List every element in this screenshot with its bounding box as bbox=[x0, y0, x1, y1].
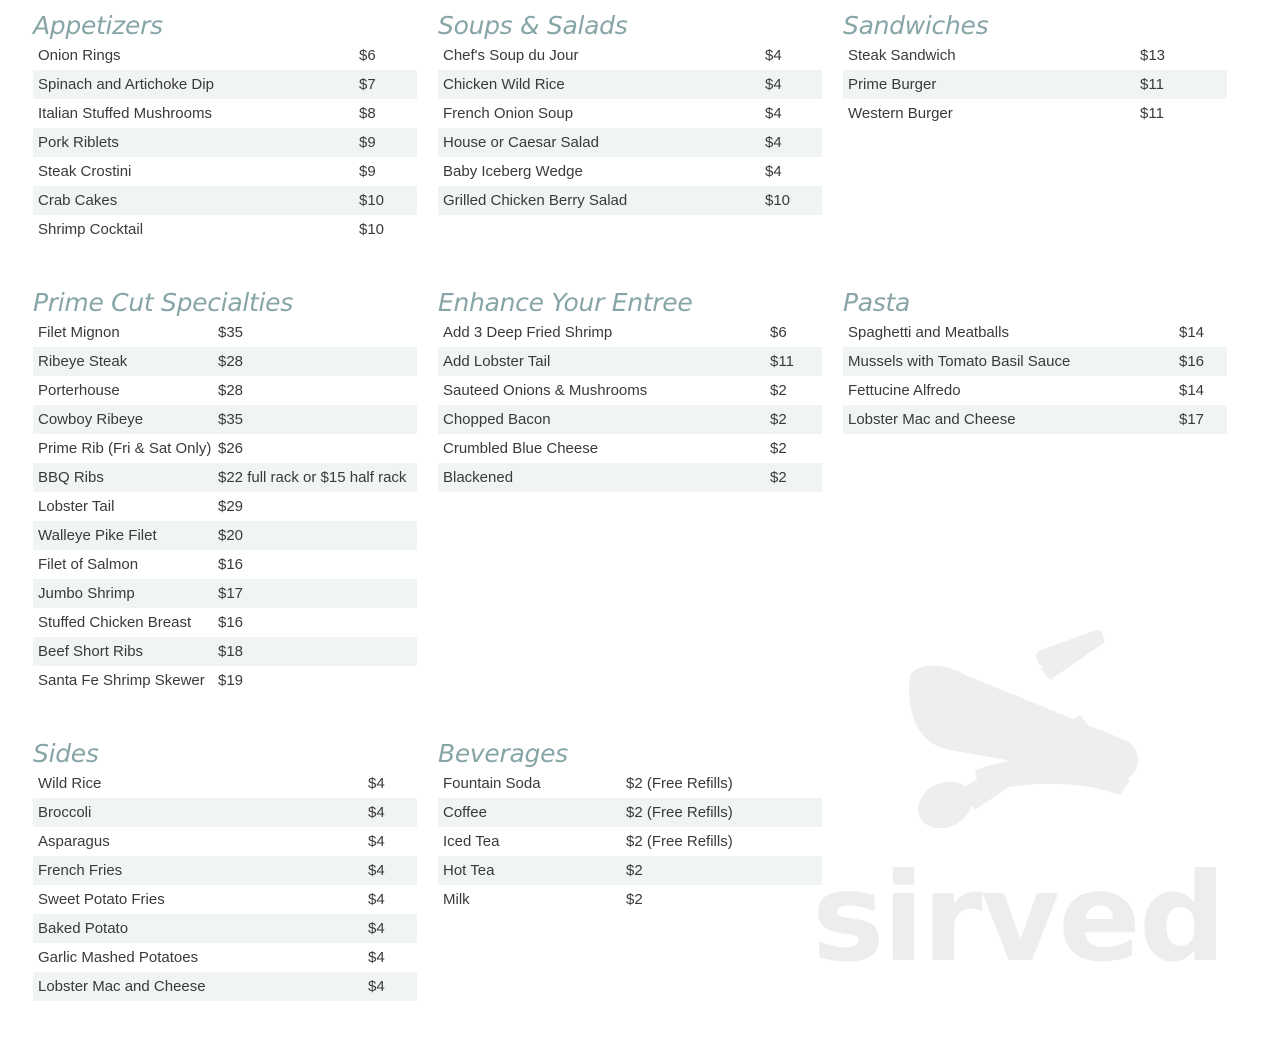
menu-item-price: $22 full rack or $15 half rack bbox=[218, 469, 407, 486]
menu-item-row bbox=[438, 70, 822, 99]
menu-item-name: Italian Stuffed Mushrooms bbox=[38, 105, 212, 122]
menu-item-row bbox=[33, 666, 417, 695]
menu-item-price: $6 bbox=[770, 324, 787, 341]
menu-item-row bbox=[33, 157, 417, 186]
menu-item-name: French Onion Soup bbox=[443, 105, 574, 122]
menu-item-name: Baby Iceberg Wedge bbox=[443, 163, 583, 180]
menu-item-price: $2 bbox=[770, 411, 787, 428]
menu-item-row bbox=[438, 769, 822, 798]
menu-item-row bbox=[33, 608, 417, 637]
menu-item-price: $4 bbox=[368, 775, 385, 792]
menu-item-price: $2 bbox=[770, 469, 787, 486]
menu-item-row bbox=[33, 637, 417, 666]
menu-item-row bbox=[33, 798, 417, 827]
menu-item-name: Santa Fe Shrimp Skewer bbox=[38, 672, 205, 689]
menu-item-price: $6 bbox=[359, 47, 376, 64]
menu-item-row bbox=[843, 70, 1227, 99]
menu-item-price: $8 bbox=[359, 105, 376, 122]
menu-item-price: $4 bbox=[368, 891, 385, 908]
menu-item-name: Spaghetti and Meatballs bbox=[848, 324, 1009, 341]
section-soups-salads bbox=[438, 11, 822, 215]
menu-item-price: $28 bbox=[218, 353, 244, 370]
menu-item-price: $16 bbox=[218, 614, 244, 631]
menu-item-row bbox=[33, 347, 417, 376]
section-title: Beverages bbox=[438, 739, 568, 768]
menu-item-row bbox=[33, 827, 417, 856]
menu-item-row bbox=[438, 798, 822, 827]
menu-item-price: $4 bbox=[765, 47, 782, 64]
section-title: Prime Cut Specialties bbox=[33, 288, 293, 317]
menu-item-name: Beef Short Ribs bbox=[38, 643, 144, 660]
menu-item-row bbox=[33, 463, 417, 492]
menu-item-price: $2 bbox=[626, 862, 643, 879]
section-title: Soups & Salads bbox=[438, 11, 628, 40]
menu-item-price: $2 bbox=[626, 891, 643, 908]
menu-item-row bbox=[33, 972, 417, 1001]
menu-item-price: $4 bbox=[368, 862, 385, 879]
menu-item-row bbox=[33, 186, 417, 215]
menu-item-row bbox=[33, 885, 417, 914]
menu-item-name: Fountain Soda bbox=[443, 775, 541, 792]
menu-item-row bbox=[438, 376, 822, 405]
menu-item-price: $4 bbox=[368, 949, 385, 966]
menu-item-name: Fettucine Alfredo bbox=[848, 382, 961, 399]
menu-item-price: $16 bbox=[1179, 353, 1205, 370]
menu-item-row bbox=[33, 769, 417, 798]
menu-item-row bbox=[843, 99, 1227, 128]
menu-item-price: $4 bbox=[765, 134, 782, 151]
menu-item-price: $19 bbox=[218, 672, 244, 689]
watermark-wordmark: sirved bbox=[812, 847, 1225, 980]
menu-item-name: Pork Riblets bbox=[38, 134, 119, 151]
menu-item-row bbox=[33, 405, 417, 434]
menu-item-row bbox=[438, 856, 822, 885]
menu-item-name: Filet Mignon bbox=[38, 324, 120, 341]
menu-item-name: Ribeye Steak bbox=[38, 353, 128, 370]
menu-item-name: Filet of Salmon bbox=[38, 556, 139, 573]
menu-item-row bbox=[843, 376, 1227, 405]
menu-item-list bbox=[438, 769, 822, 914]
menu-item-name: Lobster Tail bbox=[38, 498, 115, 515]
section-title: Sandwiches bbox=[843, 11, 989, 40]
menu-item-price: $16 bbox=[218, 556, 244, 573]
menu-item-name: Chicken Wild Rice bbox=[443, 76, 565, 93]
menu-item-price: $14 bbox=[1179, 324, 1205, 341]
menu-item-name: Stuffed Chicken Breast bbox=[38, 614, 192, 631]
menu-item-name: Garlic Mashed Potatoes bbox=[38, 949, 199, 966]
menu-item-price: $20 bbox=[218, 527, 244, 544]
section-title: Pasta bbox=[843, 288, 911, 317]
section-enhance-your-entree bbox=[438, 288, 822, 492]
menu-item-list bbox=[843, 41, 1227, 128]
menu-item-price: $35 bbox=[218, 411, 244, 428]
menu-item-name: Onion Rings bbox=[38, 47, 121, 64]
section-title: Appetizers bbox=[33, 11, 163, 40]
menu-item-price: $2 bbox=[770, 440, 787, 457]
menu-item-row bbox=[33, 521, 417, 550]
menu-item-name: Jumbo Shrimp bbox=[38, 585, 135, 602]
menu-item-name: Add Lobster Tail bbox=[443, 353, 551, 370]
menu-item-row bbox=[843, 347, 1227, 376]
menu-item-name: Lobster Mac and Cheese bbox=[38, 978, 206, 995]
menu-item-name: Coffee bbox=[443, 804, 487, 821]
menu-item-row bbox=[33, 492, 417, 521]
menu-item-name: Prime Burger bbox=[848, 76, 937, 93]
menu-item-name: Shrimp Cocktail bbox=[38, 221, 144, 238]
menu-item-price: $14 bbox=[1179, 382, 1205, 399]
menu-item-row bbox=[33, 550, 417, 579]
menu-item-name: Spinach and Artichoke Dip bbox=[38, 76, 214, 93]
menu-item-row bbox=[33, 579, 417, 608]
menu-item-row bbox=[438, 463, 822, 492]
menu-item-price: $4 bbox=[368, 804, 385, 821]
menu-item-name: Cowboy Ribeye bbox=[38, 411, 144, 428]
menu-item-name: French Fries bbox=[38, 862, 123, 879]
menu-item-row bbox=[33, 856, 417, 885]
menu-item-price: $9 bbox=[359, 163, 376, 180]
menu-item-name: Sweet Potato Fries bbox=[38, 891, 165, 908]
menu-item-list bbox=[33, 769, 417, 1001]
menu-item-name: BBQ Ribs bbox=[38, 469, 104, 486]
menu-item-name: Western Burger bbox=[848, 105, 953, 122]
menu-item-price: $11 bbox=[1140, 105, 1164, 122]
menu-item-price: $4 bbox=[368, 920, 385, 937]
menu-item-name: Walleye Pike Filet bbox=[38, 527, 157, 544]
menu-item-name: Steak Sandwich bbox=[848, 47, 956, 64]
menu-item-row bbox=[33, 376, 417, 405]
menu-item-name: Porterhouse bbox=[38, 382, 120, 399]
menu-item-price: $13 bbox=[1140, 47, 1166, 64]
menu-item-row bbox=[438, 41, 822, 70]
menu-item-price: $4 bbox=[765, 76, 782, 93]
menu-item-name: Iced Tea bbox=[443, 833, 500, 850]
menu-item-row bbox=[438, 128, 822, 157]
menu-item-name: Hot Tea bbox=[443, 862, 495, 879]
menu-item-price: $18 bbox=[218, 643, 244, 660]
menu-item-name: Wild Rice bbox=[38, 775, 102, 792]
menu-item-price: $9 bbox=[359, 134, 376, 151]
menu-item-list bbox=[33, 41, 417, 244]
menu-item-row bbox=[438, 434, 822, 463]
menu-item-row bbox=[438, 157, 822, 186]
menu-item-row bbox=[33, 99, 417, 128]
menu-item-row bbox=[438, 885, 822, 914]
menu-item-row bbox=[33, 128, 417, 157]
menu-item-row bbox=[33, 943, 417, 972]
menu-item-price: $35 bbox=[218, 324, 244, 341]
menu-item-price: $4 bbox=[368, 833, 385, 850]
menu-item-price: $2 (Free Refills) bbox=[626, 804, 733, 821]
section-title: Enhance Your Entree bbox=[438, 288, 693, 317]
menu-item-name: Add 3 Deep Fried Shrimp bbox=[443, 324, 613, 341]
menu-item-price: $28 bbox=[218, 382, 244, 399]
menu-item-row bbox=[438, 405, 822, 434]
menu-item-price: $11 bbox=[1140, 76, 1164, 93]
menu-item-name: Asparagus bbox=[38, 833, 110, 850]
menu-item-name: Blackened bbox=[443, 469, 514, 486]
section-sides bbox=[33, 739, 417, 1001]
menu-item-name: Chef's Soup du Jour bbox=[443, 47, 579, 64]
menu-item-price: $10 bbox=[765, 192, 791, 209]
menu-item-name: Chopped Bacon bbox=[443, 411, 551, 428]
menu-item-row bbox=[843, 405, 1227, 434]
menu-item-name: Crab Cakes bbox=[38, 192, 118, 209]
menu-item-price: $29 bbox=[218, 498, 244, 515]
menu-item-row bbox=[33, 41, 417, 70]
menu-item-price: $17 bbox=[1179, 411, 1205, 428]
menu-item-price: $2 (Free Refills) bbox=[626, 775, 733, 792]
section-beverages bbox=[438, 739, 822, 914]
menu-item-list bbox=[438, 318, 822, 492]
menu-item-name: Milk bbox=[443, 891, 470, 908]
menu-item-name: Steak Crostini bbox=[38, 163, 132, 180]
menu-item-row bbox=[33, 318, 417, 347]
menu-item-price: $10 bbox=[359, 221, 385, 238]
menu-item-name: House or Caesar Salad bbox=[443, 134, 599, 151]
menu-item-price: $4 bbox=[765, 163, 782, 180]
menu-item-price: $11 bbox=[770, 353, 794, 370]
menu-item-name: Prime Rib (Fri & Sat Only) bbox=[38, 440, 212, 457]
menu-item-name: Broccoli bbox=[38, 804, 92, 821]
menu-item-name: Baked Potato bbox=[38, 920, 129, 937]
menu-item-list bbox=[843, 318, 1227, 434]
menu-item-row bbox=[438, 186, 822, 215]
menu-item-price: $26 bbox=[218, 440, 244, 457]
menu-item-price: $4 bbox=[368, 978, 385, 995]
menu-item-name: Mussels with Tomato Basil Sauce bbox=[848, 353, 1071, 370]
menu-item-row bbox=[438, 318, 822, 347]
section-sandwiches bbox=[843, 11, 1227, 128]
menu-item-row bbox=[33, 914, 417, 943]
menu-item-name: Lobster Mac and Cheese bbox=[848, 411, 1016, 428]
menu-item-list bbox=[438, 41, 822, 215]
section-title: Sides bbox=[33, 739, 99, 768]
menu-item-price: $2 bbox=[770, 382, 787, 399]
menu-item-row bbox=[438, 99, 822, 128]
menu-item-price: $7 bbox=[359, 76, 376, 93]
menu-item-row bbox=[438, 827, 822, 856]
menu-item-name: Sauteed Onions & Mushrooms bbox=[443, 382, 648, 399]
menu-item-row bbox=[843, 318, 1227, 347]
menu-item-row bbox=[843, 41, 1227, 70]
menu-item-name: Crumbled Blue Cheese bbox=[443, 440, 599, 457]
menu-item-name: Grilled Chicken Berry Salad bbox=[443, 192, 628, 209]
menu-item-price: $10 bbox=[359, 192, 385, 209]
section-appetizers bbox=[33, 11, 417, 244]
section-prime-cut-specialties bbox=[33, 288, 417, 695]
menu-item-row bbox=[33, 215, 417, 244]
menu-item-row bbox=[33, 434, 417, 463]
menu-item-row bbox=[33, 70, 417, 99]
sirved-watermark-logo bbox=[800, 620, 1230, 980]
menu-item-list bbox=[33, 318, 417, 695]
menu-item-price: $2 (Free Refills) bbox=[626, 833, 733, 850]
menu-item-price: $17 bbox=[218, 585, 244, 602]
menu-item-price: $4 bbox=[765, 105, 782, 122]
section-pasta bbox=[843, 288, 1227, 434]
menu-item-row bbox=[438, 347, 822, 376]
